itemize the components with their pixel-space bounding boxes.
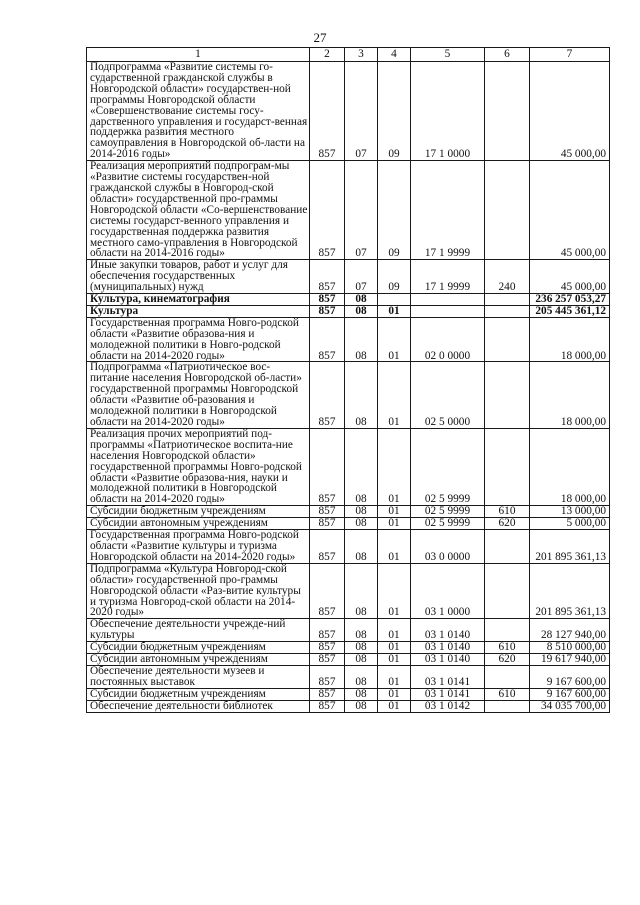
subsection-code-cell: 01 (378, 700, 411, 712)
section-code-cell: 857 (310, 161, 345, 260)
chapter-code-cell: 08 (345, 530, 378, 564)
target-article-cell: 02 5 0000 (411, 362, 485, 428)
amount-cell: 18 000,00 (530, 317, 610, 362)
chapter-code-cell: 08 (345, 665, 378, 688)
header-cell: 4 (378, 48, 411, 62)
table-row (87, 563, 610, 619)
chapter-code-cell: 07 (345, 62, 378, 161)
header-cell: 3 (345, 48, 378, 62)
target-article-cell: 17 1 9999 (411, 260, 485, 294)
table-row (87, 317, 610, 362)
target-article-cell: 02 0 0000 (411, 317, 485, 362)
chapter-code-cell: 08 (345, 700, 378, 712)
table-row (87, 62, 610, 161)
subsection-code-cell: 01 (378, 563, 411, 619)
header-cell: 1 (87, 48, 310, 62)
amount-cell: 236 257 053,27 (530, 294, 610, 306)
amount-cell: 9 167 600,00 (530, 665, 610, 688)
expense-type-cell: 610 (485, 642, 530, 654)
page-number: 27 (313, 30, 327, 45)
amount-cell: 45 000,00 (530, 161, 610, 260)
expense-type-cell: 610 (485, 688, 530, 700)
table-row (87, 294, 610, 306)
target-article-cell: 02 5 9999 (411, 506, 485, 518)
expense-type-cell (485, 294, 530, 306)
chapter-code-cell: 08 (345, 518, 378, 530)
subsection-code-cell: 01 (378, 688, 411, 700)
header-row (87, 48, 610, 62)
amount-cell: 201 895 361,13 (530, 563, 610, 619)
chapter-code-cell: 08 (345, 294, 378, 306)
row-name-cell: Государственная программа Новго-родской области «Развитие культуры и туризма Новгородской области на 2014-2020 годы» (87, 530, 310, 564)
row-name-cell: Подпрограмма «Развитие системы го-сударственной гражданской службы в Новгородской области» государствен-ной программы Новгородской области «Совершенствование системы госу-дарственного управления и государст-венная поддержка развития местного самоуправления в Новгородской об-ласти на 2014-2016 годы» (87, 62, 310, 161)
amount-cell: 13 000,00 (530, 506, 610, 518)
subsection-code-cell: 01 (378, 305, 411, 317)
table-row (87, 642, 610, 654)
expense-type-cell (485, 530, 530, 564)
chapter-code-cell: 08 (345, 428, 378, 505)
section-code-cell: 857 (310, 563, 345, 619)
target-article-cell: 03 1 0000 (411, 563, 485, 619)
table-row (87, 530, 610, 564)
section-code-cell: 857 (310, 428, 345, 505)
amount-cell: 8 510 000,00 (530, 642, 610, 654)
target-article-cell: 03 1 0140 (411, 619, 485, 642)
amount-cell: 28 127 940,00 (530, 619, 610, 642)
expense-type-cell: 620 (485, 518, 530, 530)
header-cell: 7 (530, 48, 610, 62)
amount-cell: 5 000,00 (530, 518, 610, 530)
row-name-cell: Обеспечение деятельности учрежде-ний культуры (87, 619, 310, 642)
expense-type-cell (485, 700, 530, 712)
chapter-code-cell: 08 (345, 362, 378, 428)
amount-cell: 205 445 361,12 (530, 305, 610, 317)
table-row (87, 654, 610, 666)
chapter-code-cell: 07 (345, 161, 378, 260)
target-article-cell: 17 1 0000 (411, 62, 485, 161)
table-row (87, 260, 610, 294)
expense-type-cell: 610 (485, 506, 530, 518)
table-row (87, 619, 610, 642)
target-article-cell (411, 294, 485, 306)
amount-cell: 9 167 600,00 (530, 688, 610, 700)
expense-type-cell (485, 305, 530, 317)
row-name-cell: Иные закупки товаров, работ и услуг для обеспечения государственных (муниципальных) нужд (87, 260, 310, 294)
subsection-code-cell: 01 (378, 619, 411, 642)
row-name-cell: Государственная программа Новго-родской области «Развитие образова-ния и молодежной политики в Новго-родской области на 2014-2020 годы» (87, 317, 310, 362)
section-code-cell: 857 (310, 62, 345, 161)
subsection-code-cell: 09 (378, 161, 411, 260)
target-article-cell: 03 1 0142 (411, 700, 485, 712)
amount-cell: 18 000,00 (530, 362, 610, 428)
row-name-cell: Субсидии бюджетным учреждениям (87, 506, 310, 518)
header-cell: 5 (411, 48, 485, 62)
section-code-cell: 857 (310, 518, 345, 530)
table-row (87, 665, 610, 688)
target-article-cell: 03 1 0140 (411, 642, 485, 654)
table-row (87, 161, 610, 260)
chapter-code-cell: 08 (345, 688, 378, 700)
table-row (87, 518, 610, 530)
expense-type-cell (485, 428, 530, 505)
row-name-cell: Подпрограмма «Патриотическое вос-питание населения Новгородской об-ласти» государственной программы Новгородской области «Развитие об-разования и молодежной политики в Новгородской области на 2014-2020 годы» (87, 362, 310, 428)
subsection-code-cell: 01 (378, 665, 411, 688)
amount-cell: 45 000,00 (530, 62, 610, 161)
target-article-cell: 17 1 9999 (411, 161, 485, 260)
section-code-cell: 857 (310, 305, 345, 317)
section-code-cell: 857 (310, 506, 345, 518)
chapter-code-cell: 08 (345, 317, 378, 362)
expense-type-cell (485, 161, 530, 260)
amount-cell: 45 000,00 (530, 260, 610, 294)
expense-type-cell (485, 563, 530, 619)
row-name-cell: Обеспечение деятельности библиотек (87, 700, 310, 712)
chapter-code-cell: 08 (345, 506, 378, 518)
section-code-cell: 857 (310, 700, 345, 712)
subsection-code-cell: 01 (378, 362, 411, 428)
expense-type-cell: 240 (485, 260, 530, 294)
row-name-cell: Субсидии бюджетным учреждениям (87, 688, 310, 700)
row-name-cell: Реализация мероприятий подпрограм-мы «Развитие системы государствен-ной гражданской службы в Новгород-ской области» государственной про-граммы Новгородской области «Со-вершенствование системы государст-венного управления и государственная поддержка развития местного само-управления в Новгородской области на 2014-2016 годы» (87, 161, 310, 260)
row-name-cell: Культура, кинематография (87, 294, 310, 306)
subsection-code-cell: 01 (378, 642, 411, 654)
target-article-cell: 02 5 9999 (411, 428, 485, 505)
target-article-cell: 03 0 0000 (411, 530, 485, 564)
section-code-cell: 857 (310, 654, 345, 666)
subsection-code-cell: 01 (378, 506, 411, 518)
section-code-cell: 857 (310, 642, 345, 654)
target-article-cell: 03 1 0141 (411, 688, 485, 700)
chapter-code-cell: 08 (345, 305, 378, 317)
expense-type-cell (485, 619, 530, 642)
subsection-code-cell: 09 (378, 260, 411, 294)
expense-type-cell: 620 (485, 654, 530, 666)
section-code-cell: 857 (310, 317, 345, 362)
subsection-code-cell: 01 (378, 654, 411, 666)
row-name-cell: Субсидии автономным учреждениям (87, 654, 310, 666)
header-cell: 6 (485, 48, 530, 62)
amount-cell: 19 617 940,00 (530, 654, 610, 666)
expense-type-cell (485, 665, 530, 688)
chapter-code-cell: 08 (345, 642, 378, 654)
subsection-code-cell: 01 (378, 317, 411, 362)
table-row (87, 688, 610, 700)
target-article-cell: 02 5 9999 (411, 518, 485, 530)
table-row (87, 428, 610, 505)
row-name-cell: Обеспечение деятельности музеев и постоянных выставок (87, 665, 310, 688)
expense-type-cell (485, 62, 530, 161)
expense-type-cell (485, 362, 530, 428)
row-name-cell: Подпрограмма «Культура Новгород-ской области» государственной про-граммы Новгородской области «Раз-витие культуры и туризма Новгород-ской области на 2014-2020 годы» (87, 563, 310, 619)
target-article-cell: 03 1 0140 (411, 654, 485, 666)
row-name-cell: Субсидии автономным учреждениям (87, 518, 310, 530)
subsection-code-cell: 01 (378, 518, 411, 530)
chapter-code-cell: 08 (345, 654, 378, 666)
subsection-code-cell (378, 294, 411, 306)
amount-cell: 201 895 361,13 (530, 530, 610, 564)
subsection-code-cell: 01 (378, 428, 411, 505)
header-cell: 2 (310, 48, 345, 62)
amount-cell: 34 035 700,00 (530, 700, 610, 712)
target-article-cell: 03 1 0141 (411, 665, 485, 688)
section-code-cell: 857 (310, 688, 345, 700)
section-code-cell: 857 (310, 362, 345, 428)
table-row (87, 506, 610, 518)
subsection-code-cell: 01 (378, 530, 411, 564)
section-code-cell: 857 (310, 294, 345, 306)
expense-type-cell (485, 317, 530, 362)
row-name-cell: Реализация прочих мероприятий под-программы «Патриотическое воспита-ние населения Новгородской области» государственной программы Новго-родской области «Развитие образова-ния, науки и молодежной политики в Новгородской области на 2014-2020 годы» (87, 428, 310, 505)
section-code-cell: 857 (310, 260, 345, 294)
amount-cell: 18 000,00 (530, 428, 610, 505)
chapter-code-cell: 08 (345, 619, 378, 642)
target-article-cell (411, 305, 485, 317)
table-row (87, 700, 610, 712)
section-code-cell: 857 (310, 619, 345, 642)
table-row (87, 305, 610, 317)
section-code-cell: 857 (310, 530, 345, 564)
table-row (87, 362, 610, 428)
row-name-cell: Культура (87, 305, 310, 317)
budget-table (86, 47, 610, 713)
subsection-code-cell: 09 (378, 62, 411, 161)
section-code-cell: 857 (310, 665, 345, 688)
chapter-code-cell: 08 (345, 563, 378, 619)
row-name-cell: Субсидии бюджетным учреждениям (87, 642, 310, 654)
chapter-code-cell: 07 (345, 260, 378, 294)
